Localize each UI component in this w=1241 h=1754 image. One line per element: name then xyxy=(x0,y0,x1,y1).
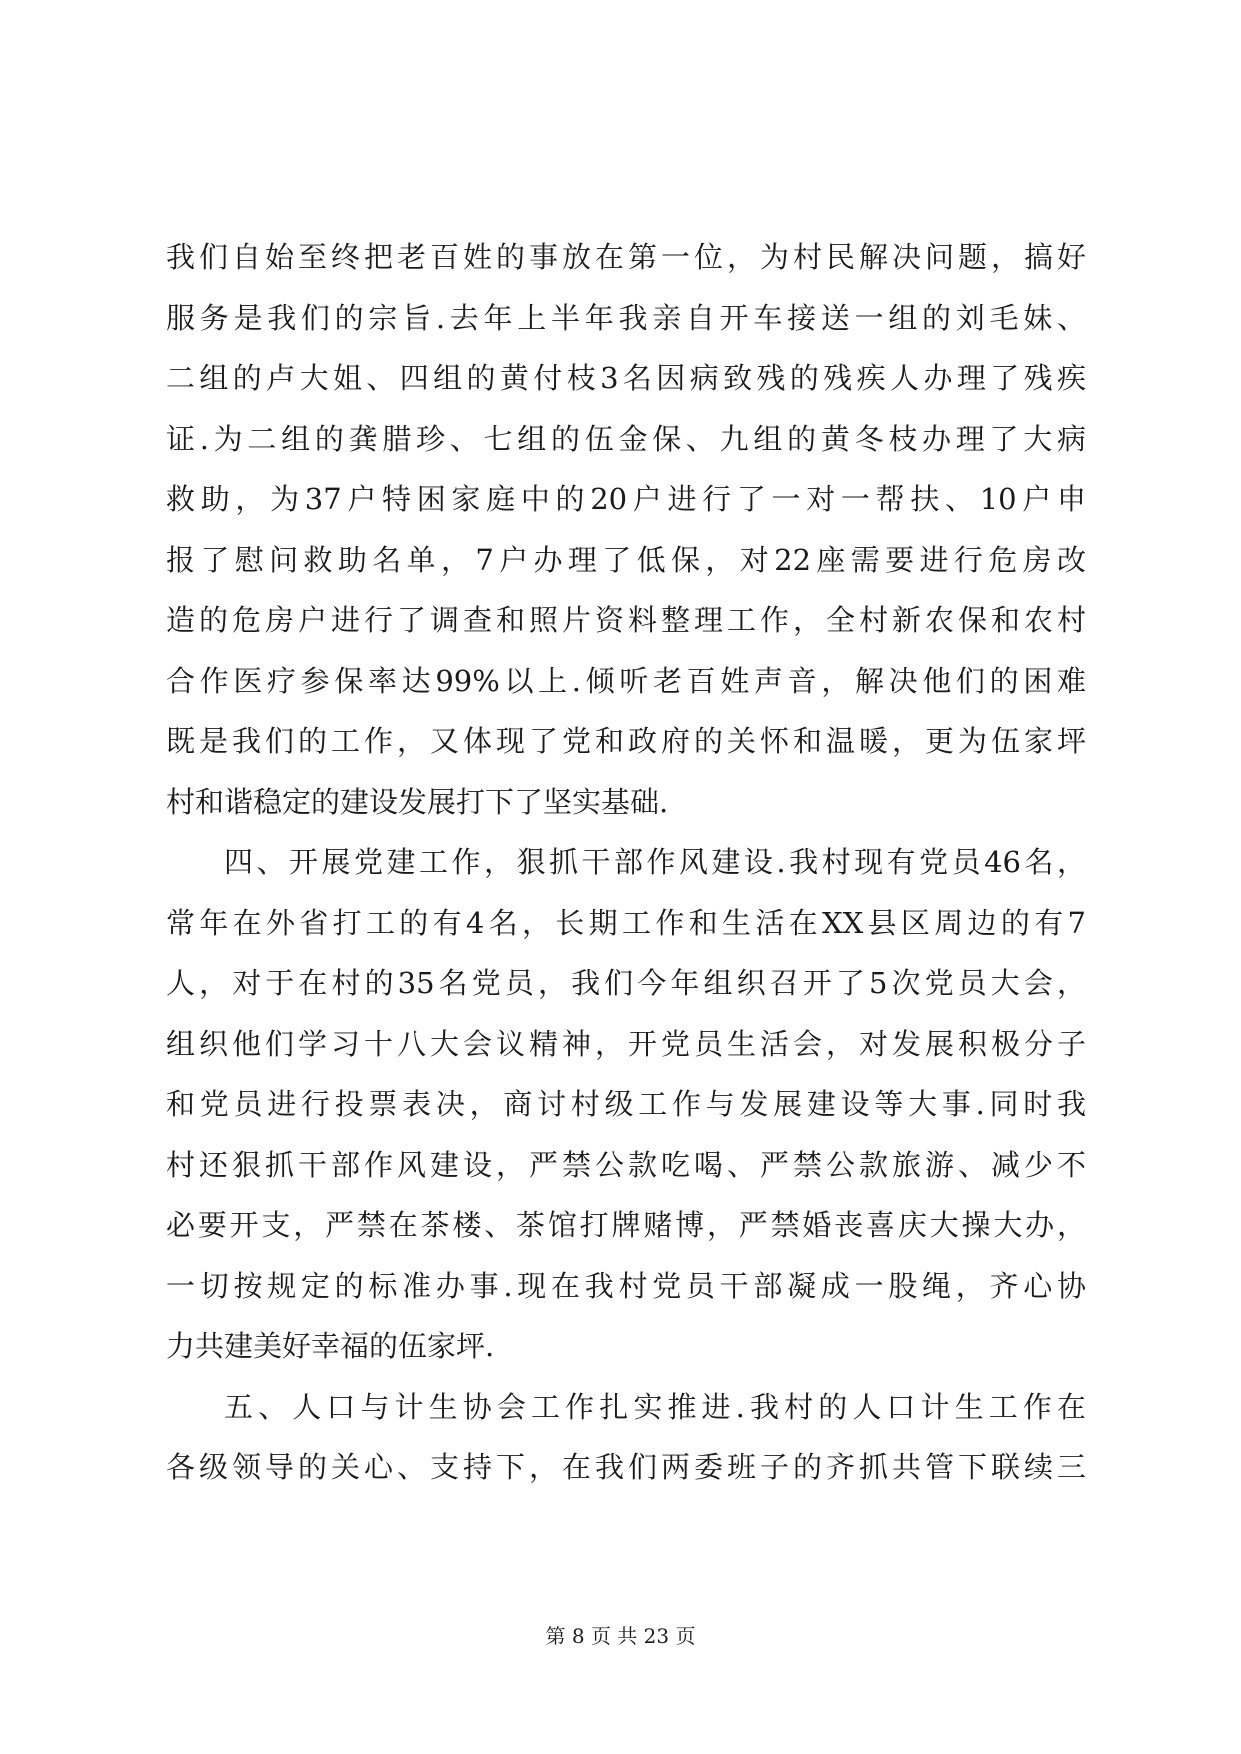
body-text xyxy=(166,227,1086,1498)
text-line: 造的危房户进行了调查和照片资料整理工作，全村新农保和农村 xyxy=(166,603,1086,637)
text-line: 常年在外省打工的有4名，长期工作和生活在XX县区周边的有7 xyxy=(166,905,1086,940)
text-line: 必要开支，严禁在茶楼、茶馆打牌赌博，严禁婚丧喜庆大操大办， xyxy=(166,1208,1086,1242)
text-line: 四、开展党建工作，狠抓干部作风建设.我村现有党员46名， xyxy=(224,845,1086,879)
text-line: 一切按规定的标准办事.现在我村党员干部凝成一股绳，齐心协 xyxy=(166,1268,1086,1303)
paragraph xyxy=(166,1377,1086,1498)
text-line: 村和谐稳定的建设发展打下了坚实基础. xyxy=(166,784,669,819)
page-number-footer: 第 8 页 共 23 页 xyxy=(545,1624,696,1648)
text-line: 各级领导的关心、支持下，在我们两委班子的齐抓共管下联续三 xyxy=(166,1450,1086,1484)
text-line: 力共建美好幸福的伍家坪. xyxy=(166,1329,495,1363)
paragraph xyxy=(166,832,1086,1377)
text-line: 二组的卢大姐、四组的黄付枝3名因病致残的残疾人办理了残疾 xyxy=(166,361,1086,395)
paragraph xyxy=(166,227,1086,832)
text-line: 服务是我们的宗旨.去年上半年我亲自开车接送一组的刘毛妹、 xyxy=(166,300,1086,335)
text-line: 村还狠抓干部作风建设，严禁公款吃喝、严禁公款旅游、减少不 xyxy=(166,1147,1086,1182)
text-line: 我们自始至终把老百姓的事放在第一位，为村民解决问题，搞好 xyxy=(166,240,1086,274)
text-line: 合作医疗参保率达99%以上.倾听老百姓声音，解决他们的困难 xyxy=(166,663,1086,698)
text-line: 既是我们的工作，又体现了党和政府的关怀和温暖，更为伍家坪 xyxy=(166,724,1086,758)
text-line: 五、人口与计生协会工作扎实推进.我村的人口计生工作在 xyxy=(224,1389,1086,1424)
text-line: 人，对于在村的35名党员，我们今年组织召开了5次党员大会， xyxy=(166,966,1086,1000)
text-line: 救助，为37户特困家庭中的20户进行了一对一帮扶、10户申 xyxy=(166,482,1086,516)
text-line: 和党员进行投票表决，商讨村级工作与发展建设等大事.同时我 xyxy=(166,1087,1086,1121)
text-line: 证.为二组的龚腊珍、七组的伍金保、九组的黄冬枝办理了大病 xyxy=(166,421,1086,456)
text-line: 报了慰问救助名单，7户办理了低保，对22座需要进行危房改 xyxy=(166,542,1086,577)
text-line: 组织他们学习十八大会议精神，开党员生活会，对发展积极分子 xyxy=(166,1026,1086,1061)
